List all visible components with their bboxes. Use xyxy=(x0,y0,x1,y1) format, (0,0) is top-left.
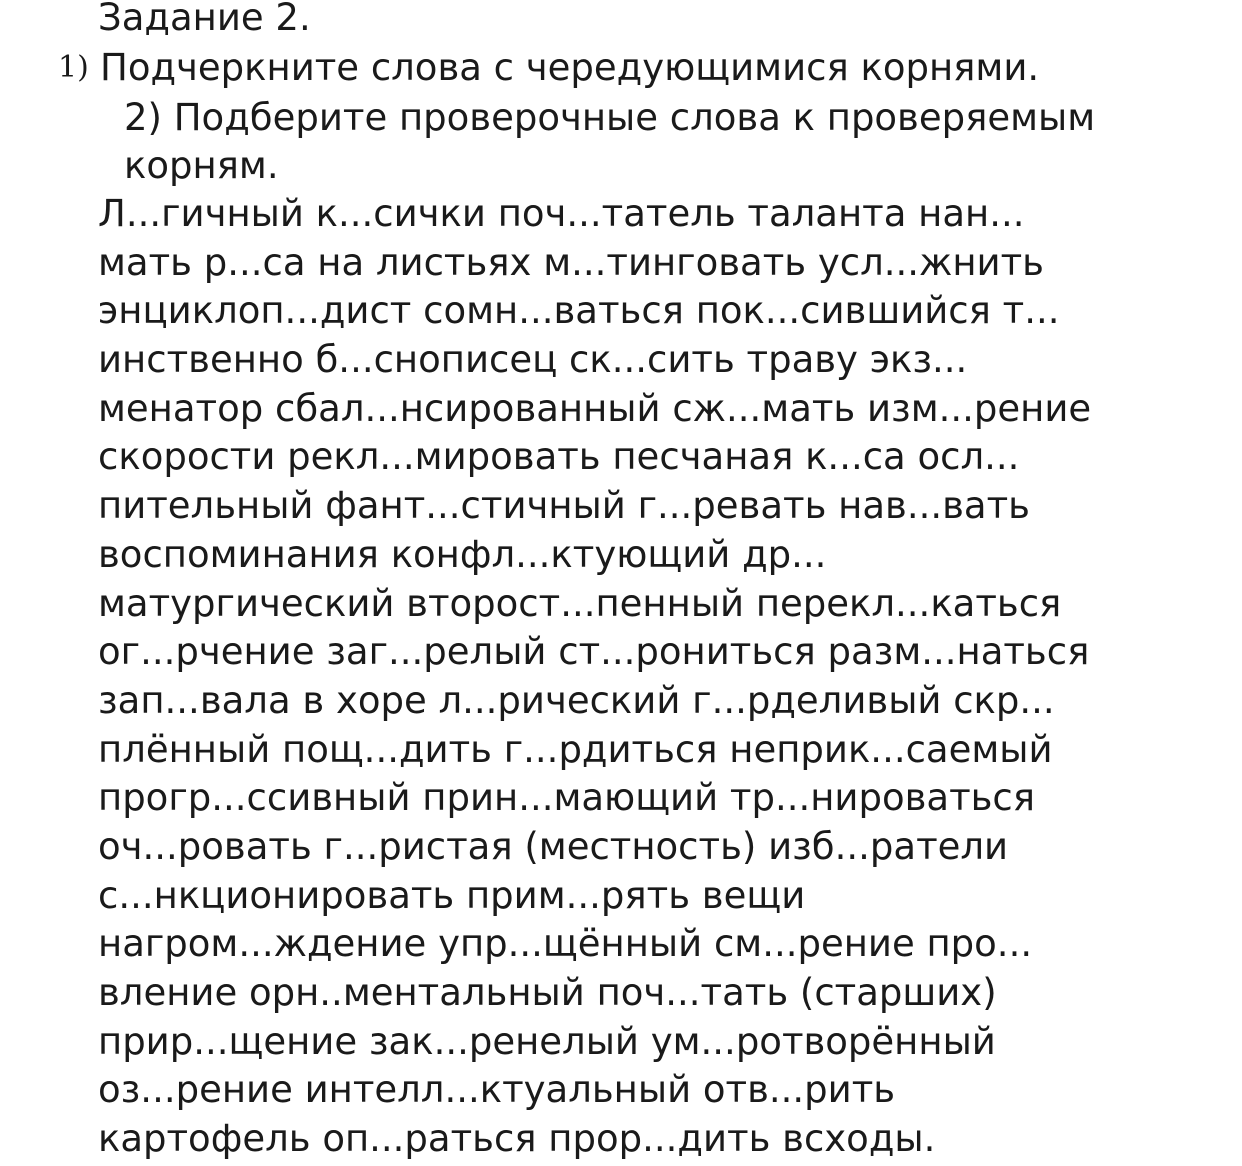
exercise-line: зап...вала в хоре л...рический г...рделивый скр... xyxy=(98,678,1055,722)
exercise-line: Л...гичный к...сички поч...татель таланта нан... xyxy=(98,192,1025,235)
exercise-line: скорости рекл...мировать песчаная к...са осл... xyxy=(98,435,1020,479)
exercise-line: прир...щение зак...ренелый ум...ротворённый xyxy=(98,1019,996,1063)
instruction-item-1: Подчеркните слова с чередующимися корнями. xyxy=(100,46,1040,89)
exercise-line: ог...рчение заг...релый ст...рониться разм...наться xyxy=(98,630,1090,674)
instruction-item-2-continued: корням. xyxy=(124,144,279,187)
exercise-line: с...нкционировать прим...рять вещи xyxy=(98,873,806,917)
exercise-line: прогр...ссивный прин...мающий тр...нироваться xyxy=(98,776,1036,820)
task-title: Задание 2. xyxy=(98,0,311,39)
instruction-item-2: 2) Подберите проверочные слова к проверяемым xyxy=(124,96,1096,139)
list-marker: 1) xyxy=(58,50,89,85)
exercise-line: пительный фант...стичный г...ревать нав...вать xyxy=(98,484,1030,528)
exercise-text xyxy=(98,190,1228,1164)
exercise-line: матургический второст...пенный перекл...каться xyxy=(98,581,1062,625)
exercise-line: плённый пощ...дить г...рдиться неприк...саемый xyxy=(98,727,1053,771)
exercise-line: энциклоп...дист сомн...ваться пок...сившийся т... xyxy=(98,289,1060,333)
exercise-line: картофель оп...раться прор...дить всходы. xyxy=(98,1117,936,1161)
exercise-line: менатор сбал...нсированный сж...мать изм...рение xyxy=(98,386,1092,430)
exercise-line: оз...рение интелл...ктуальный отв...рить xyxy=(98,1068,896,1112)
exercise-line: нагром...ждение упр...щённый см...рение про... xyxy=(98,922,1033,966)
exercise-line: оч...ровать г...ристая (местность) изб...ратели xyxy=(98,824,1009,868)
exercise-line: мать р...са на листьях м...тинговать усл...жнить xyxy=(98,240,1044,284)
exercise-line: вление орн..ментальный поч...тать (старших) xyxy=(98,971,997,1014)
exercise-line: воспоминания конфл...ктующий др... xyxy=(98,532,827,576)
exercise-line: инственно б...снописец ск...сить траву экз... xyxy=(98,338,968,382)
